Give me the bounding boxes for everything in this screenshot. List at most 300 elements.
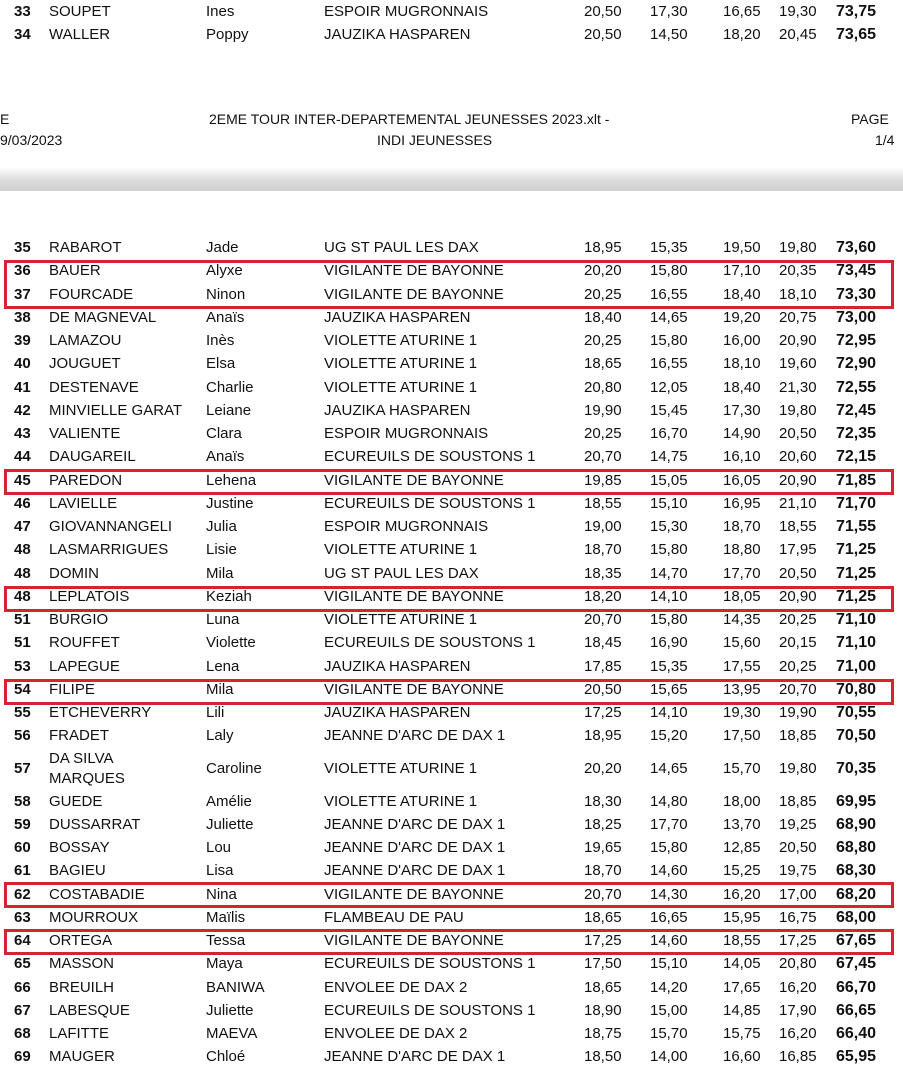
- score-cell: 14,35: [723, 611, 761, 628]
- score-cell: 17,00: [779, 885, 817, 903]
- name-cell: LAFITTE: [49, 1025, 110, 1042]
- score-cell: 13,95: [723, 680, 761, 698]
- page-label: PAGE: [851, 111, 889, 127]
- total-cell: 68,00: [836, 908, 877, 926]
- table-row: [0, 23, 903, 46]
- total-cell: 72,35: [836, 425, 877, 442]
- table-row: [0, 906, 903, 929]
- score-cell: 20,50: [584, 3, 622, 20]
- score-cell: 18,20: [723, 26, 761, 43]
- score-cell: 18,50: [584, 1048, 622, 1066]
- score-cell: 19,25: [779, 815, 817, 833]
- club-cell: VIOLETTE ATURINE 1: [324, 355, 478, 373]
- firstname-cell: Keziah: [206, 587, 252, 605]
- total-cell: 72,55: [836, 378, 877, 396]
- score-cell: 15,35: [650, 239, 688, 256]
- firstname-cell: Caroline: [206, 759, 262, 777]
- club-cell: JAUZIKA HASPAREN: [324, 308, 471, 326]
- table-row: [0, 515, 903, 538]
- score-cell: 20,25: [584, 285, 622, 303]
- total-cell: 68,80: [836, 839, 877, 856]
- total-cell: 71,10: [836, 634, 877, 652]
- firstname-cell: Anaïs: [206, 308, 245, 326]
- score-cell: 17,50: [584, 955, 622, 973]
- rank-cell: 63: [14, 908, 31, 926]
- score-cell: 15,80: [650, 332, 688, 349]
- score-cell: 14,00: [650, 1048, 688, 1066]
- score-cell: 14,20: [650, 978, 688, 996]
- club-cell: ECUREUILS DE SOUSTONS 1: [324, 494, 536, 512]
- name-cell: PAREDON: [49, 471, 123, 489]
- firstname-cell: Justine: [206, 494, 254, 512]
- score-cell: 17,70: [723, 564, 761, 582]
- document-subtitle: INDI JEUNESSES: [377, 132, 493, 148]
- rank-cell: 45: [14, 471, 31, 489]
- club-cell: VIOLETTE ATURINE 1: [324, 759, 478, 777]
- table-row: [0, 748, 903, 790]
- firstname-cell: Julia: [206, 518, 237, 535]
- score-cell: 19,30: [723, 704, 761, 721]
- rank-cell: 67: [14, 1001, 31, 1019]
- firstname-cell: Charlie: [206, 378, 254, 396]
- score-cell: 19,00: [584, 518, 622, 535]
- score-cell: 17,30: [723, 401, 761, 419]
- club-cell: VIOLETTE ATURINE 1: [324, 611, 478, 628]
- firstname-cell: BANIWA: [206, 978, 265, 996]
- total-cell: 68,20: [836, 885, 877, 903]
- score-cell: 16,05: [723, 471, 761, 489]
- total-cell: 66,65: [836, 1001, 877, 1019]
- club-cell: JEANNE D'ARC DE DAX 1: [324, 862, 506, 880]
- document-title: 2EME TOUR INTER-DEPARTEMENTAL JEUNESSES 2023.xlt -: [209, 111, 610, 127]
- score-cell: 15,25: [723, 862, 761, 880]
- name-cell: FRADET: [49, 727, 109, 745]
- score-cell: 15,70: [650, 1025, 688, 1042]
- score-cell: 17,25: [779, 932, 817, 949]
- firstname-cell: Poppy: [206, 26, 249, 43]
- rank-cell: 53: [14, 657, 31, 675]
- score-cell: 17,10: [723, 262, 761, 280]
- score-cell: 20,25: [779, 611, 817, 628]
- rank-cell: 56: [14, 727, 31, 745]
- firstname-cell: Laly: [206, 727, 234, 745]
- score-cell: 17,70: [650, 815, 688, 833]
- score-cell: 14,65: [650, 308, 688, 326]
- score-cell: 16,65: [650, 908, 688, 926]
- score-cell: 18,65: [584, 908, 622, 926]
- total-cell: 71,25: [836, 587, 877, 605]
- score-cell: 17,90: [779, 1001, 817, 1019]
- header-left-line1: E: [0, 111, 10, 127]
- score-cell: 15,05: [650, 471, 688, 489]
- total-cell: 71,85: [836, 471, 877, 489]
- score-cell: 16,90: [650, 634, 688, 652]
- score-cell: 15,20: [650, 727, 688, 745]
- score-cell: 15,10: [650, 494, 688, 512]
- total-cell: 69,95: [836, 792, 877, 810]
- score-cell: 20,25: [584, 425, 622, 442]
- club-cell: ENVOLEE DE DAX 2: [324, 978, 468, 996]
- name-cell: FILIPE: [49, 680, 95, 698]
- score-cell: 20,70: [584, 885, 622, 903]
- score-cell: 18,10: [779, 285, 817, 303]
- score-cell: 14,60: [650, 862, 688, 880]
- score-cell: 14,80: [650, 792, 688, 810]
- score-cell: 16,20: [779, 978, 817, 996]
- total-cell: 73,65: [836, 26, 877, 43]
- table-row: [0, 859, 903, 882]
- name-cell: MINVIELLE GARAT: [49, 401, 183, 419]
- total-cell: 65,95: [836, 1048, 877, 1066]
- firstname-cell: Clara: [206, 425, 242, 442]
- rank-cell: 55: [14, 704, 31, 721]
- rank-cell: 57: [14, 759, 31, 777]
- club-cell: UG ST PAUL LES DAX: [324, 239, 479, 256]
- rank-cell: 64: [14, 932, 31, 949]
- score-cell: 18,40: [584, 308, 622, 326]
- score-cell: 15,30: [650, 518, 688, 535]
- score-cell: 20,70: [779, 680, 817, 698]
- highlight-box: [4, 679, 894, 705]
- score-cell: 15,60: [723, 634, 761, 652]
- name-cell: LAVIELLE: [49, 494, 118, 512]
- score-cell: 14,70: [650, 564, 688, 582]
- name-cell: LABESQUE: [49, 1001, 130, 1019]
- score-cell: 18,70: [723, 518, 761, 535]
- club-cell: VIGILANTE DE BAYONNE: [324, 471, 504, 489]
- score-cell: 18,55: [779, 518, 817, 535]
- score-cell: 16,95: [723, 494, 761, 512]
- score-cell: 16,20: [779, 1025, 817, 1042]
- score-cell: 18,75: [584, 1025, 622, 1042]
- total-cell: 67,45: [836, 955, 877, 973]
- total-cell: 70,35: [836, 759, 877, 777]
- rank-cell: 40: [14, 355, 31, 373]
- rank-cell: 34: [14, 26, 31, 43]
- score-cell: 14,85: [723, 1001, 761, 1019]
- table-row: [0, 329, 903, 352]
- score-cell: 19,30: [779, 3, 817, 20]
- score-cell: 14,75: [650, 448, 688, 466]
- name-cell: VALIENTE: [49, 425, 121, 442]
- total-cell: 73,60: [836, 239, 877, 256]
- rank-cell: 68: [14, 1025, 31, 1042]
- score-cell: 17,85: [584, 657, 622, 675]
- firstname-cell: Maïlis: [206, 908, 246, 926]
- name-cell: FOURCADE: [49, 285, 134, 303]
- score-cell: 21,30: [779, 378, 817, 396]
- club-cell: ESPOIR MUGRONNAIS: [324, 3, 489, 20]
- score-cell: 19,85: [584, 471, 622, 489]
- score-cell: 20,75: [779, 308, 817, 326]
- club-cell: FLAMBEAU DE PAU: [324, 908, 464, 926]
- firstname-cell: Alyxe: [206, 262, 243, 280]
- score-cell: 18,85: [779, 792, 817, 810]
- score-cell: 20,70: [584, 611, 622, 628]
- club-cell: JAUZIKA HASPAREN: [324, 401, 471, 419]
- club-cell: UG ST PAUL LES DAX: [324, 564, 479, 582]
- firstname-cell: Elsa: [206, 355, 236, 373]
- name-cell: LASMARRIGUES: [49, 541, 169, 559]
- score-cell: 17,55: [723, 657, 761, 675]
- table-row: [0, 399, 903, 422]
- rank-cell: 51: [14, 634, 31, 652]
- firstname-cell: Luna: [206, 611, 240, 628]
- firstname-cell: Inès: [206, 332, 235, 349]
- rank-cell: 35: [14, 239, 31, 256]
- score-cell: 15,80: [650, 839, 688, 856]
- score-cell: 15,80: [650, 262, 688, 280]
- score-cell: 18,45: [584, 634, 622, 652]
- rank-cell: 38: [14, 308, 31, 326]
- total-cell: 72,90: [836, 355, 877, 373]
- highlight-box: [4, 260, 894, 309]
- score-cell: 17,25: [584, 932, 622, 949]
- score-cell: 14,05: [723, 955, 761, 973]
- table-row: [0, 724, 903, 747]
- score-cell: 19,60: [779, 355, 817, 373]
- table-row: [0, 306, 903, 329]
- score-cell: 20,80: [779, 955, 817, 973]
- score-cell: 18,85: [779, 727, 817, 745]
- club-cell: VIGILANTE DE BAYONNE: [324, 285, 504, 303]
- highlight-box: [4, 882, 894, 908]
- score-cell: 17,95: [779, 541, 817, 559]
- total-cell: 71,55: [836, 518, 877, 535]
- total-cell: 72,15: [836, 448, 877, 466]
- total-cell: 73,30: [836, 285, 877, 303]
- score-cell: 20,20: [584, 262, 622, 280]
- name-cell: DA SILVA MARQUES: [49, 749, 125, 787]
- club-cell: VIGILANTE DE BAYONNE: [324, 587, 504, 605]
- score-cell: 18,70: [584, 541, 622, 559]
- score-cell: 15,45: [650, 401, 688, 419]
- table-row: [0, 492, 903, 515]
- score-cell: 17,30: [650, 3, 688, 20]
- table-row: [0, 976, 903, 999]
- firstname-cell: MAEVA: [206, 1025, 258, 1042]
- name-cell: JOUGUET: [49, 355, 121, 373]
- total-cell: 68,30: [836, 862, 877, 880]
- name-cell: BAUER: [49, 262, 101, 280]
- score-cell: 18,65: [584, 355, 622, 373]
- table-row: [0, 445, 903, 468]
- club-cell: VIGILANTE DE BAYONNE: [324, 680, 504, 698]
- table-row: [0, 1022, 903, 1045]
- score-cell: 20,50: [779, 564, 817, 582]
- table-row: [0, 1045, 903, 1068]
- firstname-cell: Ines: [206, 3, 235, 20]
- score-cell: 16,10: [723, 448, 761, 466]
- score-cell: 21,10: [779, 494, 817, 512]
- club-cell: JAUZIKA HASPAREN: [324, 704, 471, 721]
- total-cell: 66,70: [836, 978, 877, 996]
- firstname-cell: Juliette: [206, 1001, 254, 1019]
- total-cell: 73,75: [836, 3, 877, 20]
- score-cell: 19,75: [779, 862, 817, 880]
- score-cell: 15,80: [650, 611, 688, 628]
- name-cell: SOUPET: [49, 3, 111, 20]
- total-cell: 70,55: [836, 704, 877, 721]
- highlight-box: [4, 929, 894, 955]
- name-cell: RABAROT: [49, 239, 122, 256]
- club-cell: VIOLETTE ATURINE 1: [324, 378, 478, 396]
- rank-cell: 42: [14, 401, 31, 419]
- name-cell: GIOVANNANGELI: [49, 518, 173, 535]
- score-cell: 20,50: [779, 425, 817, 442]
- table-row: [0, 655, 903, 678]
- score-cell: 18,90: [584, 1001, 622, 1019]
- club-cell: VIGILANTE DE BAYONNE: [324, 932, 504, 949]
- score-cell: 18,95: [584, 239, 622, 256]
- score-cell: 14,50: [650, 26, 688, 43]
- club-cell: ECUREUILS DE SOUSTONS 1: [324, 955, 536, 973]
- rank-cell: 43: [14, 425, 31, 442]
- total-cell: 72,45: [836, 401, 877, 419]
- firstname-cell: Jade: [206, 239, 239, 256]
- table-row: [0, 352, 903, 375]
- score-cell: 14,30: [650, 885, 688, 903]
- firstname-cell: Mila: [206, 680, 234, 698]
- club-cell: VIGILANTE DE BAYONNE: [324, 885, 504, 903]
- score-cell: 17,50: [723, 727, 761, 745]
- score-cell: 18,05: [723, 587, 761, 605]
- total-cell: 71,25: [836, 564, 877, 582]
- score-cell: 18,70: [584, 862, 622, 880]
- name-cell: DE MAGNEVAL: [49, 308, 157, 326]
- table-row: [0, 376, 903, 399]
- club-cell: VIGILANTE DE BAYONNE: [324, 262, 504, 280]
- firstname-cell: Lisie: [206, 541, 237, 559]
- total-cell: 68,90: [836, 815, 877, 833]
- name-cell: BURGIO: [49, 611, 109, 628]
- table-row: [0, 790, 903, 813]
- score-cell: 15,10: [650, 955, 688, 973]
- table-row: [0, 422, 903, 445]
- firstname-cell: Leiane: [206, 401, 252, 419]
- header-date: 9/03/2023: [0, 132, 63, 148]
- score-cell: 17,65: [723, 978, 761, 996]
- score-cell: 20,25: [779, 657, 817, 675]
- score-cell: 20,90: [779, 332, 817, 349]
- score-cell: 20,15: [779, 634, 817, 652]
- name-cell: BREUILH: [49, 978, 115, 996]
- club-cell: JAUZIKA HASPAREN: [324, 26, 471, 43]
- score-cell: 16,65: [723, 3, 761, 20]
- firstname-cell: Lehena: [206, 471, 257, 489]
- firstname-cell: Maya: [206, 955, 243, 973]
- score-cell: 18,10: [723, 355, 761, 373]
- score-cell: 18,55: [584, 494, 622, 512]
- score-cell: 15,00: [650, 1001, 688, 1019]
- firstname-cell: Tessa: [206, 932, 246, 949]
- club-cell: JEANNE D'ARC DE DAX 1: [324, 727, 506, 745]
- name-cell: BAGIEU: [49, 862, 106, 880]
- score-cell: 20,50: [779, 839, 817, 856]
- name-cell: ORTEGA: [49, 932, 113, 949]
- score-cell: 16,55: [650, 355, 688, 373]
- score-cell: 18,35: [584, 564, 622, 582]
- score-cell: 16,75: [779, 908, 817, 926]
- score-cell: 15,80: [650, 541, 688, 559]
- name-cell: LAMAZOU: [49, 332, 122, 349]
- table-row: [0, 999, 903, 1022]
- score-cell: 13,70: [723, 815, 761, 833]
- firstname-cell: Lisa: [206, 862, 234, 880]
- table-row: [0, 952, 903, 975]
- score-cell: 20,70: [584, 448, 622, 466]
- club-cell: ECUREUILS DE SOUSTONS 1: [324, 634, 536, 652]
- score-cell: 18,40: [723, 378, 761, 396]
- rank-cell: 39: [14, 332, 31, 349]
- score-cell: 18,95: [584, 727, 622, 745]
- rank-cell: 37: [14, 285, 31, 303]
- score-cell: 12,05: [650, 378, 688, 396]
- score-cell: 17,25: [584, 704, 622, 721]
- score-cell: 19,20: [723, 308, 761, 326]
- score-cell: 15,70: [723, 759, 761, 777]
- score-cell: 18,30: [584, 792, 622, 810]
- score-cell: 14,60: [650, 932, 688, 949]
- rank-cell: 59: [14, 815, 31, 833]
- club-cell: JEANNE D'ARC DE DAX 1: [324, 815, 506, 833]
- score-cell: 19,50: [723, 239, 761, 256]
- firstname-cell: Juliette: [206, 815, 254, 833]
- score-cell: 18,25: [584, 815, 622, 833]
- name-cell: DESTENAVE: [49, 378, 139, 396]
- club-cell: VIOLETTE ATURINE 1: [324, 792, 478, 810]
- firstname-cell: Anaïs: [206, 448, 245, 466]
- name-cell: BOSSAY: [49, 839, 110, 856]
- score-cell: 16,00: [723, 332, 761, 349]
- score-cell: 14,10: [650, 587, 688, 605]
- rank-cell: 33: [14, 3, 31, 20]
- name-cell: GUEDE: [49, 792, 103, 810]
- page-number: 1/4: [875, 132, 895, 148]
- total-cell: 71,70: [836, 494, 877, 512]
- score-cell: 20,50: [584, 680, 622, 698]
- total-cell: 73,45: [836, 262, 877, 280]
- score-cell: 16,55: [650, 285, 688, 303]
- firstname-cell: Ninon: [206, 285, 246, 303]
- total-cell: 71,10: [836, 611, 877, 628]
- table-row: [0, 631, 903, 654]
- total-cell: 73,00: [836, 308, 877, 326]
- score-cell: 14,90: [723, 425, 761, 442]
- name-cell: DOMIN: [49, 564, 99, 582]
- score-cell: 14,65: [650, 759, 688, 777]
- club-cell: ECUREUILS DE SOUSTONS 1: [324, 448, 536, 466]
- name-cell: WALLER: [49, 26, 111, 43]
- score-cell: 19,65: [584, 839, 622, 856]
- score-cell: 20,60: [779, 448, 817, 466]
- score-cell: 18,00: [723, 792, 761, 810]
- rank-cell: 47: [14, 518, 31, 535]
- score-cell: 15,95: [723, 908, 761, 926]
- score-cell: 19,80: [779, 759, 817, 777]
- rank-cell: 66: [14, 978, 31, 996]
- rank-cell: 69: [14, 1048, 31, 1066]
- score-cell: 16,60: [723, 1048, 761, 1066]
- score-cell: 20,50: [584, 26, 622, 43]
- score-cell: 15,75: [723, 1025, 761, 1042]
- score-cell: 20,35: [779, 262, 817, 280]
- name-cell: MOURROUX: [49, 908, 139, 926]
- total-cell: 71,25: [836, 541, 877, 559]
- club-cell: JAUZIKA HASPAREN: [324, 657, 471, 675]
- page-separator: [0, 167, 903, 191]
- score-cell: 20,90: [779, 471, 817, 489]
